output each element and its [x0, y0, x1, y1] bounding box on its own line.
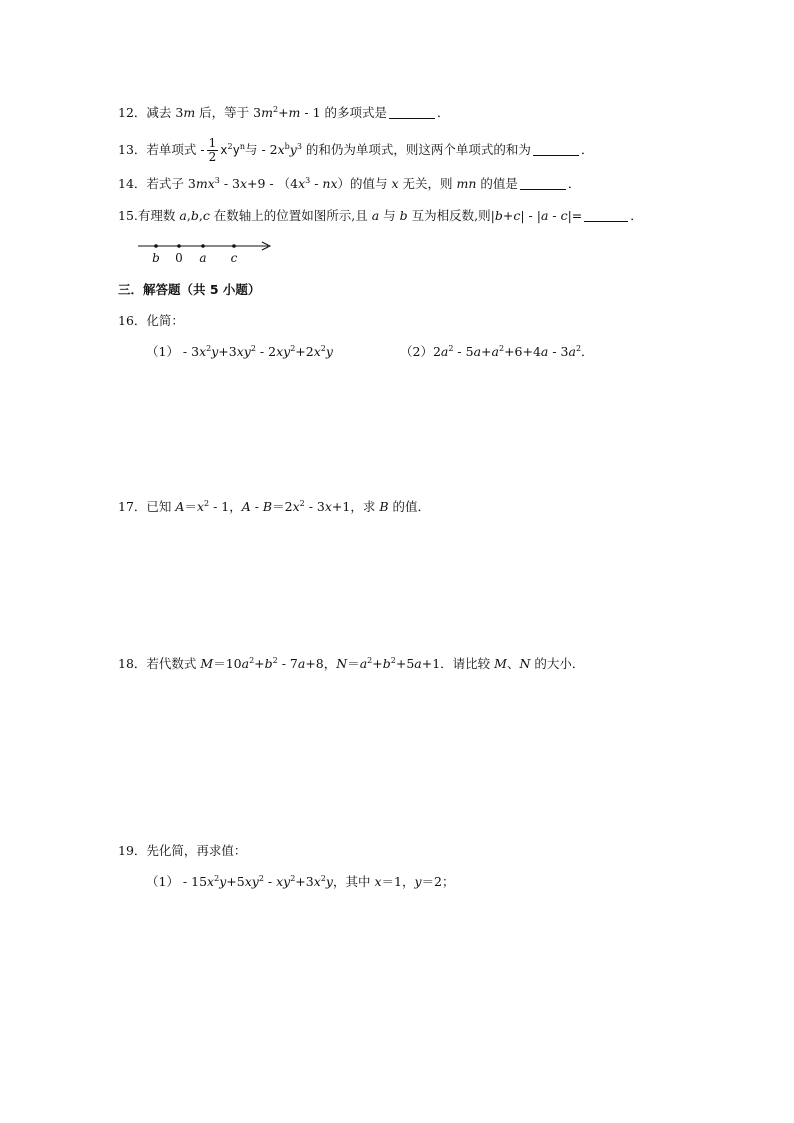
question-14: 14．若式子 $3mx^3 - 3x+9 - (4x^3 - nx)$的值与 x 无关，则 mn 的值是 ． [118, 176, 581, 191]
number-line-figure [136, 238, 276, 268]
question-19-part-1: $(1) - 15x^2y+5xy^2 - xy^2+3x^2y$，其中 x＝1，y＝2； [146, 874, 455, 889]
question-16-part-1: $(1) - 3x^2y+3xy^2 - 2xy^2+2x^2y$ [146, 344, 333, 359]
fraction-one-half: $\frac{1}{2}$ [208, 136, 217, 164]
question-16: 16．化简： [118, 313, 184, 328]
point-a [201, 244, 205, 248]
answer-blank-12[interactable] [389, 106, 435, 119]
question-15: 15.有理数 a,b,c 在数轴上的位置如图所示,且 a 与 b 互为相反数,则|b+c| - |a - c|= ． [118, 208, 643, 223]
answer-blank-14[interactable] [520, 177, 566, 190]
question-13: 13．若单项式 - $\frac{1}{2}$ $x^2y^n$与 - $2x^by^3$ 的和仍为单项式，则这两个单项式的和为 ． [118, 136, 594, 164]
question-18: 18．若代数式 $M=10a^2+b^2 - 7a+8$，$N=a^2+b^2+5a+1$．请比较 M、N 的大小． [118, 656, 585, 671]
question-12: 12．减去 3m 后，等于 $3m^2+m - 1$ 的多项式是 ． [118, 105, 450, 120]
point-b [154, 244, 158, 248]
question-16-part-2: $(2)2a^2 - 5a+a^2+6+4a - 3a^2$． [400, 344, 594, 359]
answer-blank-13[interactable] [533, 143, 579, 156]
label-zero: 0 [175, 251, 183, 265]
point-c [232, 244, 236, 248]
label-b: b [152, 251, 160, 265]
label-c: c [230, 251, 238, 265]
answer-blank-15[interactable] [584, 209, 628, 222]
question-17: 17．已知 $A=x^2 - 1$，$A - B=2x^2 - 3x+1$，求 B 的值． [118, 499, 430, 514]
section-heading: 三．解答题（共 5 小题） [118, 282, 261, 297]
number-line-axis [136, 238, 276, 252]
label-a: a [199, 251, 207, 265]
point-zero [177, 244, 181, 248]
question-19: 19．先化简，再求值： [118, 843, 247, 858]
